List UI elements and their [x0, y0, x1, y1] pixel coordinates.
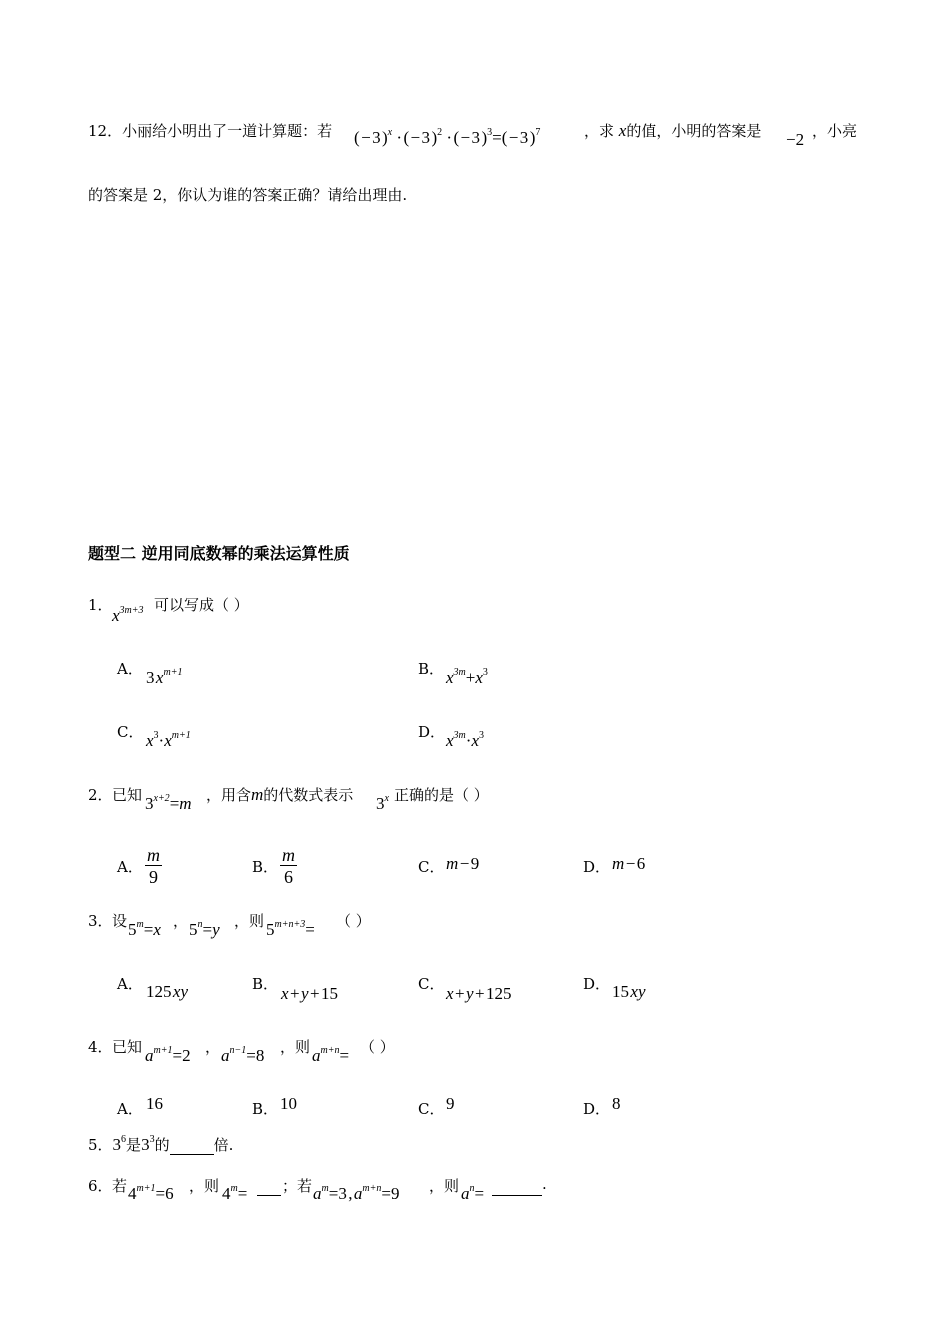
q4-number: 4．: [88, 1038, 113, 1056]
q1-option-b-label: B．: [418, 660, 445, 678]
q6-period: .: [542, 1175, 547, 1193]
q2-option-c-label: C．: [418, 858, 445, 876]
q4-text-2: ，则: [280, 1038, 311, 1056]
q2-expression: $3^{x+2}=m$: [145, 793, 192, 813]
q6-expression-1: $4^{m+1}=6$: [128, 1183, 174, 1203]
q2-number: 2．: [88, 786, 113, 804]
q2-expression-2: 3$^x$: [376, 793, 389, 813]
q4-option-a: 16: [146, 1094, 163, 1113]
q3-option-a-label: A．: [117, 975, 143, 993]
q1-number: 1．: [88, 596, 113, 614]
q6-text-3: ；若: [282, 1177, 313, 1195]
q4-text-1: 已知: [112, 1038, 143, 1056]
q4-option-c: 9: [446, 1094, 455, 1113]
q3-expression-3: $5^{m+n+3}=$: [266, 919, 315, 939]
q2-option-b: $\frac{m}{6}$: [282, 845, 295, 887]
q3-option-d-label: D．: [583, 975, 611, 993]
q6-expression-3: $a^m=3$ , $a^{m+n}=9$: [313, 1183, 400, 1203]
q6-text-2: ，则: [189, 1177, 220, 1195]
q3-option-b: x + y + 15: [281, 984, 338, 1003]
q4-option-d: 8: [612, 1094, 621, 1113]
q5-answer-blank[interactable]: [170, 1136, 214, 1155]
q12-xiaoming-answer: −2: [786, 130, 805, 149]
q3-text-2: ，则: [234, 912, 265, 930]
q3-expression-2: $5^n=y$: [189, 919, 220, 939]
q6-blank-1[interactable]: [257, 1177, 281, 1196]
q4-option-b: 10: [280, 1094, 297, 1113]
q1-text: 可以写成（ ）: [154, 596, 249, 614]
q5-line: 5．$3^6$是$3^3$的 倍.: [88, 1134, 234, 1154]
q4-option-d-label: D．: [583, 1100, 611, 1118]
q4-expression-2: $a^{n-1}=8$: [221, 1045, 265, 1065]
q3-text-3: （ ）: [336, 912, 371, 930]
q1-expression: $x^{3m+3}$: [112, 605, 144, 625]
q12-line1-tail: [584, 120, 761, 141]
q3-expression-1: $5^m=x$: [128, 919, 161, 939]
q6-text-1: 若: [112, 1177, 128, 1195]
q12-text-3: 的值，小明的答案是: [626, 122, 762, 140]
q1-option-a-label: A．: [117, 660, 143, 678]
q6-expression-4: $a^n=$: [461, 1183, 485, 1203]
q5-number: 5．: [88, 1136, 113, 1154]
section-title: 题型二 逆用同底数幂的乘法运算性质: [88, 544, 350, 563]
q3-option-d: 15 xy: [612, 982, 646, 1001]
q4-expression-1: $a^{m+1}=2$: [145, 1045, 191, 1065]
q4-text-3: （ ）: [360, 1038, 395, 1056]
q3-option-b-label: B．: [252, 975, 279, 993]
q4-option-c-label: C．: [418, 1100, 445, 1118]
q3-option-c-label: C．: [418, 975, 445, 993]
q12-text-2: ，求: [584, 122, 615, 140]
q12-line1: [88, 120, 332, 141]
q2-option-a-label: A．: [117, 858, 143, 876]
q12-expression: ( − 3 )$^x$ · ( − 3 )$^2$ · ( − 3 )$^3$=( − 3 )$^7$: [354, 127, 541, 147]
q12-number: 12．: [88, 122, 123, 140]
q2-text-1: 已知: [112, 786, 143, 804]
q6-blank-2[interactable]: [492, 1177, 542, 1196]
q12-line1-end: ，小亮: [812, 122, 858, 140]
q2-text-4: 正确的是（ ）: [394, 786, 489, 804]
q3-comma: ，: [173, 912, 189, 930]
q2-option-d-label: D．: [583, 858, 611, 876]
q2-option-d: m − 6: [612, 854, 646, 873]
q12-line2: 的答案是 2，你认为谁的答案正确？请给出理由.: [88, 186, 408, 204]
q2-option-b-label: B．: [252, 858, 279, 876]
q4-option-a-label: A．: [117, 1100, 143, 1118]
q1-option-c-label: C．: [117, 723, 144, 741]
q3-number: 3．: [88, 912, 113, 930]
q3-option-a: 125 xy: [146, 982, 189, 1001]
q1-option-c: $x^3\cdot x^{m+1}$: [146, 730, 191, 750]
q4-option-b-label: B．: [252, 1100, 279, 1118]
q6-expression-2: $4^m=$: [222, 1183, 248, 1203]
q3-text-1: 设: [112, 912, 128, 930]
q2-text-2: ，用含m的代数式表示: [206, 785, 354, 804]
q4-comma: ，: [205, 1038, 221, 1056]
q1-option-d: $x^{3m}\cdot x^3$: [446, 730, 484, 750]
q12-text: 小丽给小明出了一道计算题：若: [122, 122, 333, 140]
q4-expression-3: $a^{m+n}=$: [312, 1045, 350, 1065]
q6-number: 6．: [88, 1177, 113, 1195]
q2-option-a: $\frac{m}{9}$: [147, 845, 160, 887]
q2-option-c: m − 9: [446, 854, 480, 873]
q1-option-b: $x^{3m}+x^3$: [446, 667, 488, 687]
q6-text-4: ，则: [429, 1177, 460, 1195]
q3-option-c: x + y + 125: [446, 984, 512, 1003]
q12-var-x: x: [618, 121, 627, 140]
q1-option-a: 3 $x^{m+1}$: [146, 667, 183, 687]
q1-option-d-label: D．: [418, 723, 446, 741]
